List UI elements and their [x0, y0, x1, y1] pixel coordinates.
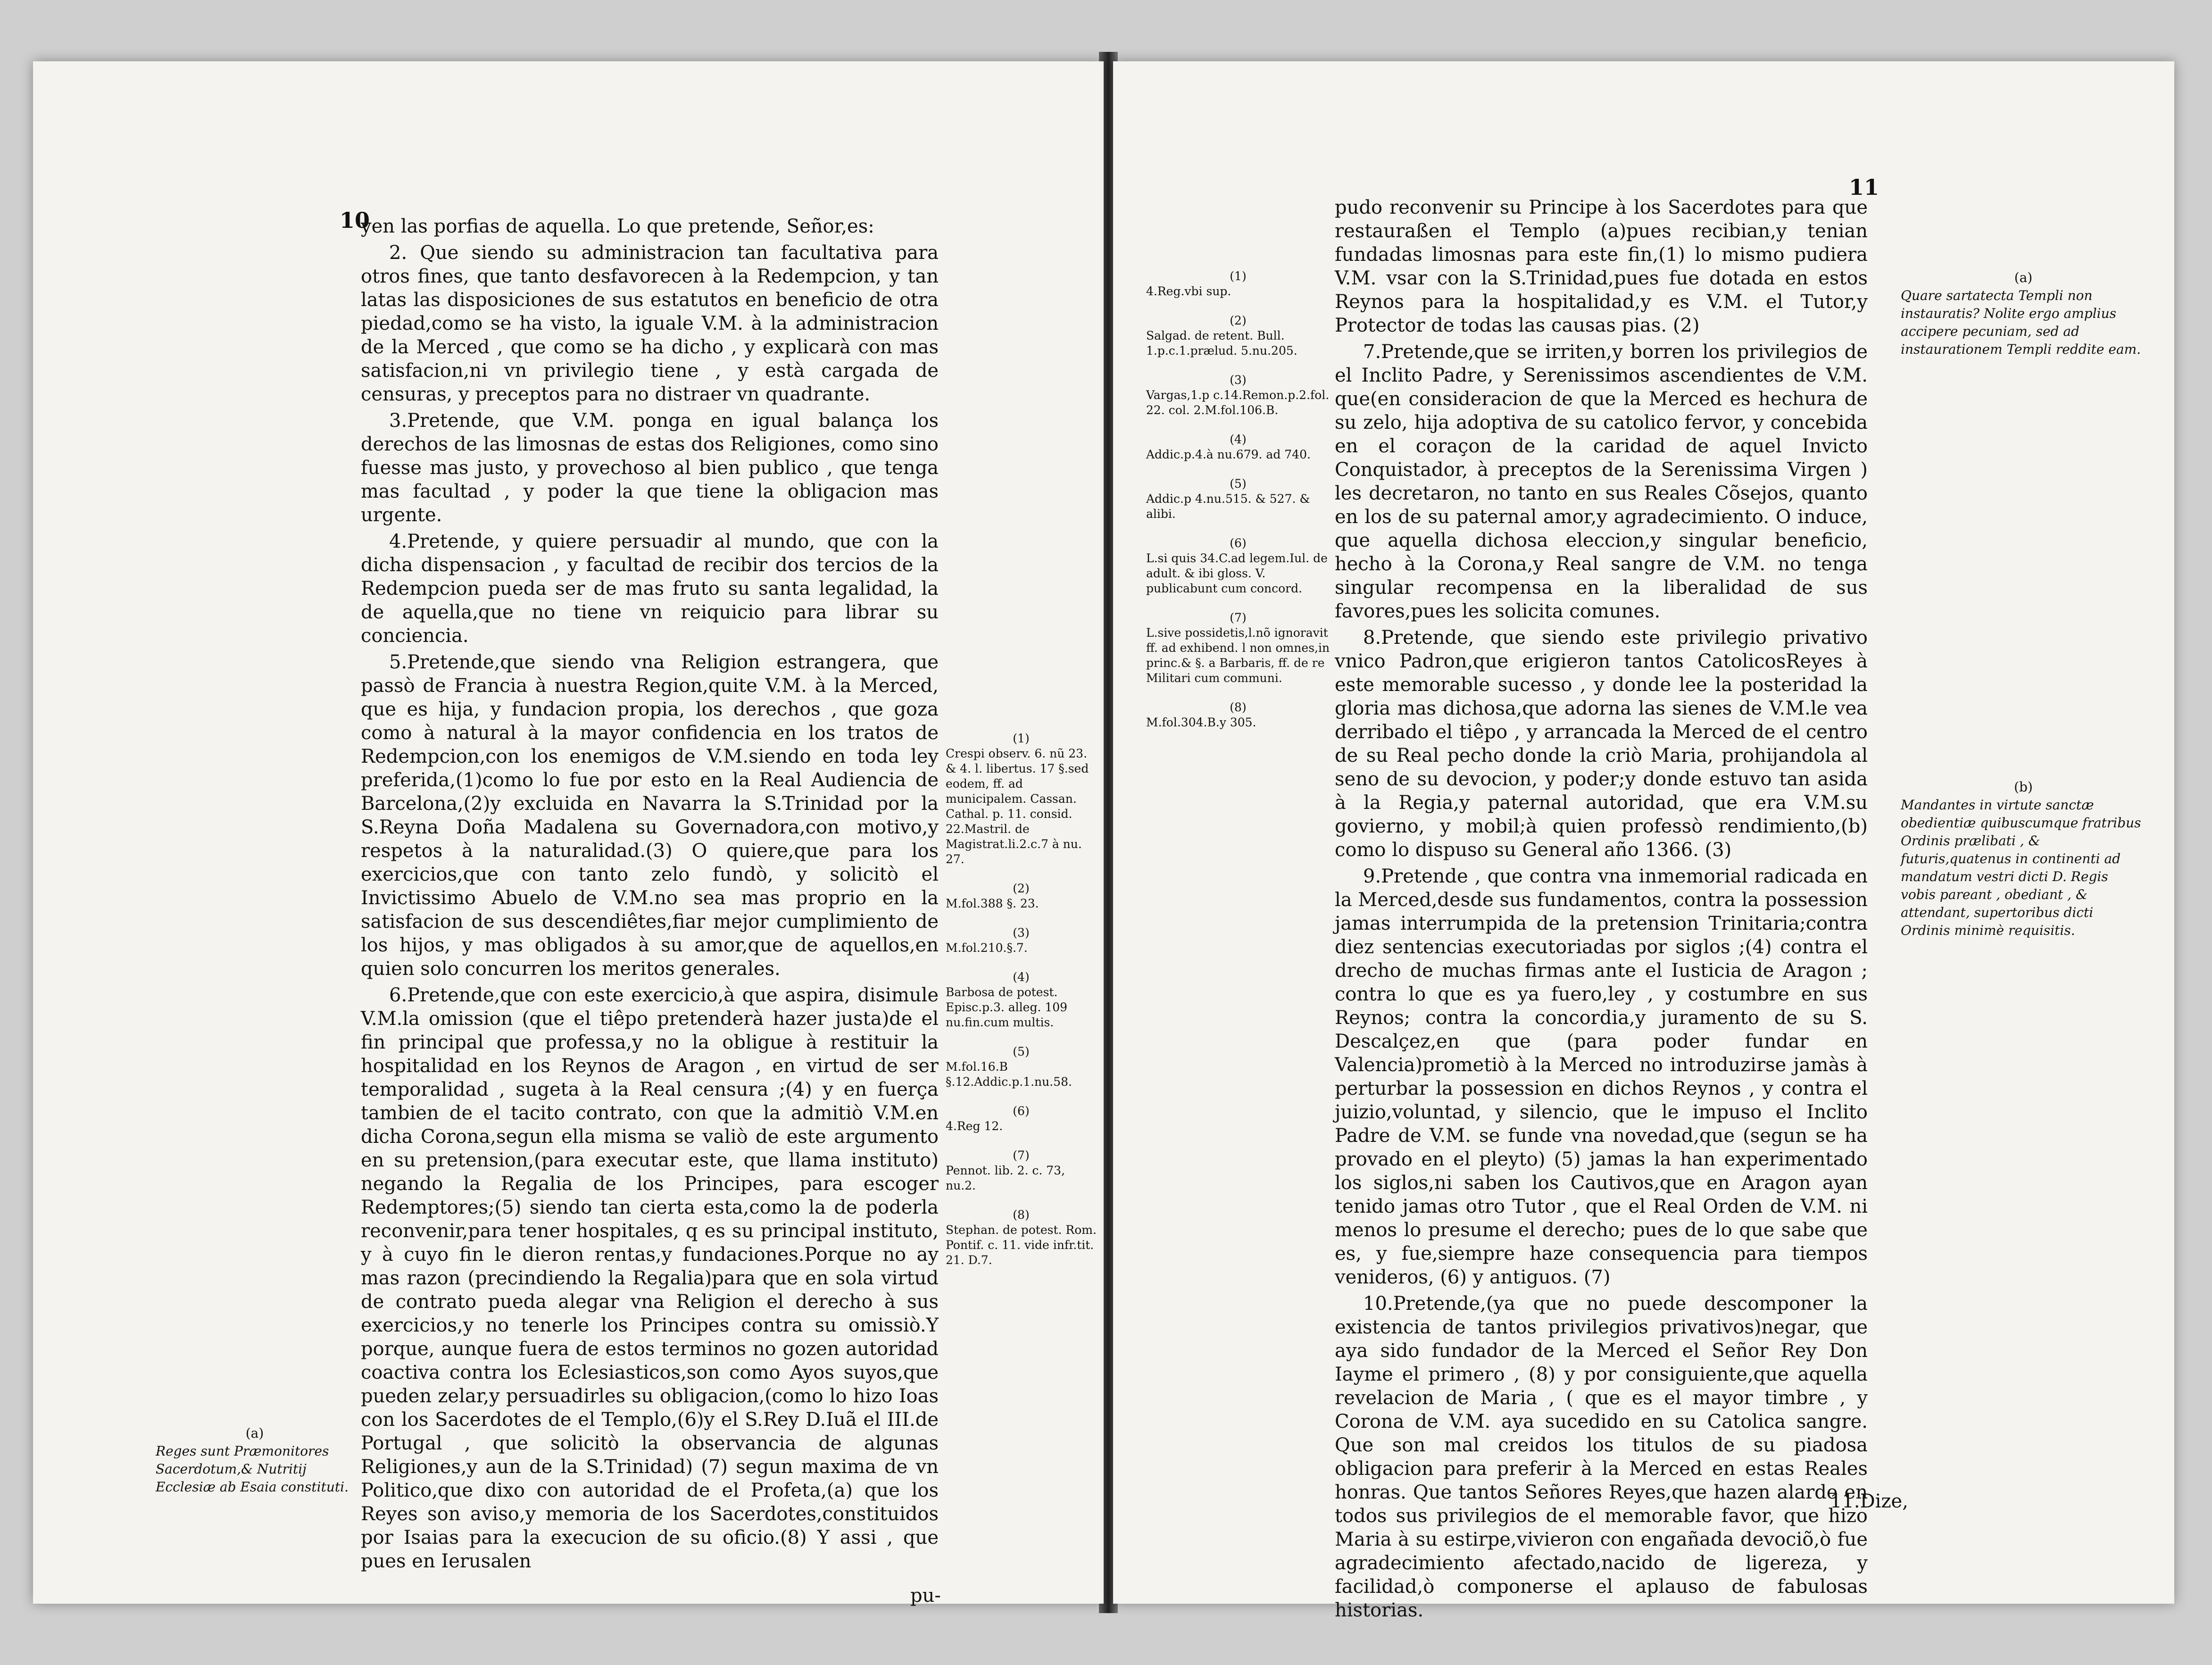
footnote [1146, 610, 1330, 686]
paragraph: 9.Pretende , que contra vna inmemorial radicada en la Merced,desde sus fundamentos, contra la possession jamas interrumpida de la pretension Trinitaria;contra diez sentencias executoriadas por siglos ;(4) contra el drecho de muchas firmas ante el Iusticia de Aragon ; contra lo que es ya fuero,ley , y costumbre en sus Reynos; contra la concordia,y juramento de su S. Descalçez,en que (para poder fundar en Valencia)prometiò à la Merced no introduzirse jamàs à perturbar la possession en dichos Reynos , y contra el juizio,voluntad, y silencio, que le impuso el Inclito Padre de V.M. se funde vna novedad,que (segun se ha provado en el pleyto) (5) jamas la han experimentado los siglos,ni saben los Cautivos,que en Aragon ayan tenido jamas otro Tutor , que el Real Orden de V.M. ni menos lo presume el derecho; pues de lo que sabe que es, y fue,siempre haze consequencia para tiempos venideros, (6) y antiguos. (7) [1335, 866, 1868, 1288]
right-page [1113, 61, 2174, 1621]
footnote [946, 970, 1097, 1030]
footnote-number: (6) [1013, 1104, 1030, 1118]
footnote-text: 4.Reg.vbi sup. [1146, 284, 1231, 298]
footnotes-column [946, 731, 1097, 1282]
footnote-number: (3) [1230, 373, 1247, 387]
margin-note-b [1901, 778, 2146, 940]
paragraph: 8.Pretende, que siendo este privilegio privativo vnico Padron,que erigieron tantos CatolicosReyes à este memorable sucesso , y donde lee la posteridad la gloria mas dichosa,que adorna las sienes de V.M.le vea derribado el tiêpo , y arrancada la Merced de el centro de su Real pecho donde la criò Maria, prohijandola al seno de su devocion, y poder;y donde estuvo tan asida à la Regia,y paternal autoridad, que era V.M.su govierno, y mobil;à quien professò rendimiento,(b) como lo dispuso su General año 1366. (3) [1335, 627, 1868, 861]
page-number: 11 [1849, 175, 1879, 200]
footnote [946, 1044, 1097, 1090]
footnote-text: Addic.p.4.à nu.679. ad 740. [1146, 448, 1311, 461]
margin-note-number: (a) [2014, 270, 2033, 285]
footnote-text: Pennot. lib. 2. c. 73, nu.2. [946, 1164, 1065, 1192]
footnote-text: M.fol.388 §. 23. [946, 897, 1039, 910]
footnote [1146, 700, 1330, 730]
left-page [33, 61, 1104, 1607]
page-number: 10 [340, 208, 370, 233]
footnote-text: Crespi observ. 6. nũ 23. & 4. l. libertus. 17 §.sed eodem, ff. ad municipalem. Cassan. Cathal. p. 11. consid. 22.Mastril. de Magistrat.li.2.c.7 à nu. 27. [946, 747, 1089, 866]
paragraph: yen las porfias de aquella. Lo que pretende, Señor,es: [361, 216, 874, 237]
footnote-number: (1) [1230, 269, 1247, 283]
footnote [1146, 269, 1330, 299]
footnote-number: (7) [1230, 611, 1247, 624]
footnote-number: (4) [1230, 433, 1247, 446]
margin-note-text: Mandantes in virtute sanctæ obedientiæ quibuscumque fratribus Ordinis prælibati , & futuris,quatenus in continenti ad mandatum vestri dicti D. Regis vobis pareant , obediant , & attendant, supertoribus dicti Ordinis minimè requisitis. [1901, 797, 2141, 938]
main-text [361, 215, 939, 1576]
footnote-text: Salgad. de retent. Bull. 1.p.c.1.prælud. 5.nu.205. [1146, 329, 1297, 358]
footnote-number: (3) [1013, 926, 1030, 940]
footnote-number: (4) [1013, 970, 1030, 984]
paragraph: pudo reconvenir su Principe à los Sacerdotes para que restauraßen el Templo (a)pues recibian,y tenian fundadas limosnas para este fin,(1) lo mismo pudiera V.M. vsar con la S.Trinidad,pues fue dotada en estos Reynos para la hospitalidad,y es V.M. el Tutor,y Protector de todas las causas pias. (2) [1335, 197, 1868, 336]
margin-note-number: (b) [2014, 779, 2033, 795]
footnote-number: (8) [1013, 1208, 1030, 1222]
footnote-text: M.fol.304.B.y 305. [1146, 716, 1256, 729]
footnote-text: L.sive possidetis,l.nõ ignoravit ff. ad exhibend. l non omnes,in princ.& §. a Barbaris, ff. de re Militari cum communi. [1146, 626, 1330, 685]
margin-note [156, 1424, 354, 1496]
paragraph: 4.Pretende, y quiere persuadir al mundo, que con la dicha dispensacion , y facultad de recibir dos tercios de la Redempcion pueda ser de mas fruto su santa legalidad, la de aquella,que no tiene vn reiquicio para librar su conciencia. [361, 531, 939, 647]
footnote-text: 4.Reg 12. [946, 1119, 1003, 1133]
paragraph: 7.Pretende,que se irriten,y borren los privilegios de el Inclito Padre, y Serenissimos ascendientes de V.M. que(en consideracion de que la Merced es hechura de su zelo, hija adoptiva de su catolico fervor, y concebida en el coraçon de la caridad de aquel Invicto Conquistador, à preceptos de la Serenissima Virgen ) les decretaron, no tanto en sus Reales Cõsejos, quanto en los de su paternal amor,y agradecimiento. O induce, que aquella dichosa eleccion,y singular beneficio, hecho à la Corona,y Real sangre de V.M. no tenga singular recompensa en la liberalidad de sus favores,pues les solicita comunes. [1335, 341, 1868, 622]
footnote-text: Addic.p 4.nu.515. & 527. & alibi. [1146, 492, 1310, 521]
footnote-number: (8) [1230, 700, 1247, 714]
footnote-text: Vargas,1.p c.14.Remon.p.2.fol. 22. col. 2.M.fol.106.B. [1146, 388, 1330, 417]
main-text [1335, 196, 1868, 1625]
footnotes-column [1146, 269, 1330, 744]
footnote-number: (2) [1230, 314, 1247, 327]
footnote [946, 925, 1097, 956]
paragraph: 2. Que siendo su administracion tan facultativa para otros fines, que tanto desfavorecen à la Redempcion, y tan latas las disposiciones de sus estatutos en beneficio de otra piedad,como se ha visto, la iguale V.M. à la administracion de la Merced , que como se ha dicho , y explicarà con mas satisfacion,ni vn privilegio tiene , y està cargada de censuras, y preceptos para no distraer vn quadrante. [361, 242, 939, 405]
footnote-text: Stephan. de potest. Rom. Pontif. c. 11. vide infr.tit. 21. D.7. [946, 1223, 1097, 1267]
footnote-number: (6) [1230, 536, 1247, 550]
footnote [946, 881, 1097, 911]
footnote-text: Barbosa de potest. Episc.p.3. alleg. 109 nu.fin.cum multis. [946, 985, 1068, 1029]
footnote-number: (7) [1013, 1149, 1030, 1162]
margin-note-text: Reges sunt Præmonitores Sacerdotum,& Nutritij Ecclesiæ ab Esaia constituti. [156, 1443, 349, 1495]
margin-note-text: Quare sartatecta Templi non instauratis? Nolite ergo amplius accipere pecuniam, sed ad instaurationem Templi reddite eam. [1901, 288, 2141, 357]
footnote-number: (2) [1013, 882, 1030, 895]
footnote-text: L.si quis 34.C.ad legem.Iul. de adult. & ibi gloss. V. publicabunt cum concord. [1146, 551, 1328, 595]
paragraph: 6.Pretende,que con este exercicio,à que aspira, disimule V.M.la omission (que el tiêpo pretenderà hazer justa)de el fin principal que professa,y no la obligue à restituir la hospitalidad en los Reynos de Aragon , en virtud de ser temporalidad , sugeta à la Real censura ;(4) y en fuerça tambien de el tacito contrato, con que la admitiò V.M.en dicha Corona,segun ella misma se valiò de este argumento en su pretension,(para executar este, que llama instituto) negando la Regalia de los Principes, para escoger Redemptores;(5) siendo tan cierta esta,como la de poderla reconvenir,para tener hospitales, q es su principal instituto, y à cuyo fin le dieron rentas,y fundaciones.Porque no ay mas razon (precindiendo la Regalia)para que en sola virtud de contrato pueda alegar vna Religion el derecho à sus exercicios,y no tenerle los Principes contra su omissiò.Y porque, aunque fuera de estos terminos no gozen autoridad coactiva contra los Eclesiasticos,son como Ayos suyos,que pueden zelar,y persuadirles su obligacion,(como lo hizo Ioas con los Sacerdotes de el Templo,(6)y el S.Rey D.Iuã el III.de Portugal , que solicitò la observancia de algunas Religiones,y aun de la S.Trinidad) (7) segun maxima de vn Politico,que dixo con autoridad de el Profeta,(a) que los Reyes son aviso,y memoria de los Sacerdotes,constituidos por Isaias para la execucion de su oficio.(8) Y assi , que pues en Ierusalen [361, 984, 939, 1572]
footnote [1146, 432, 1330, 462]
footnote-text: M.fol.16.B §.12.Addic.p.1.nu.58. [946, 1060, 1072, 1089]
footnote [1146, 373, 1330, 418]
footnote [1146, 313, 1330, 358]
paragraph: 3.Pretende, que V.M. ponga en igual balança los derechos de las limosnas de estas dos Religiones, como sino fuesse mas justo, y provechoso al bien publico , que tenga mas facultad , y poder la que tiene la obligacion mas urgente. [361, 410, 939, 526]
footnote [946, 1104, 1097, 1134]
footnote-text: M.fol.210.§.7. [946, 941, 1028, 955]
footnote-number: (5) [1013, 1045, 1030, 1058]
margin-note-number: (a) [245, 1425, 264, 1441]
footnote-number: (5) [1230, 477, 1247, 491]
paragraph: 5.Pretende,que siendo vna Religion estrangera, que passò de Francia à nuestra Region,quite V.M. à la Merced, que es hija, y fundacion propia, los derechos , que goza como à natural à la mayor confidencia en los tratos de Redempcion,con los enemigos de V.M.siendo en toda ley preferida,(1)como lo fue por esto en la Real Audiencia de Barcelona,(2)y excluida en Navarra la S.Trinidad por la S.Reyna Doña Madalena su Governadora,con motivo,y respetos à la naturalidad.(3) O quiere,que para los exercicios,que con tanto zelo fundò, y solicitò el Invictissimo Abuelo de V.M.no sea mas proprio en la satisfacion de sus descendiêtes,fiar mejor cumplimiento de los hijos, y mas obligados à su amor,que de aquellos,en quien solo concurren los meritos generales. [361, 651, 939, 980]
footnote [1146, 476, 1330, 522]
margin-note-a [1901, 269, 2146, 358]
footnote-number: (1) [1013, 732, 1030, 745]
catchword: 11.Dize, [1830, 1490, 1908, 1512]
paragraph: 10.Pretende,(ya que no puede descomponer la existencia de tantos privilegios privativos)negar, que aya sido fundador de la Merced el Señor Rey Don Iayme el primero , (8) y por consiguiente,que aquella revelacion de Maria , ( que es el mayor timbre , y Corona de V.M. aya sucedido en su Catolica sangre. Que son mal creidos los titulos de su piadosa obligacion para preferir à la Merced en estas Reales honras. Que tantos Señores Reyes,que hazen alarde en todos sus privilegios de el memorable favor, que hizo Maria à su estirpe,vivieron con engañada devociõ,ò fue agradecimiento afectado,nacido de ligereza, y facilidad,ò componerse el aplauso de fabulosas historias. [1335, 1293, 1868, 1621]
footnote [946, 1148, 1097, 1193]
footnote [946, 1207, 1097, 1268]
footnote [1146, 536, 1330, 596]
catchword: pu- [910, 1585, 941, 1607]
footnote [946, 731, 1097, 867]
